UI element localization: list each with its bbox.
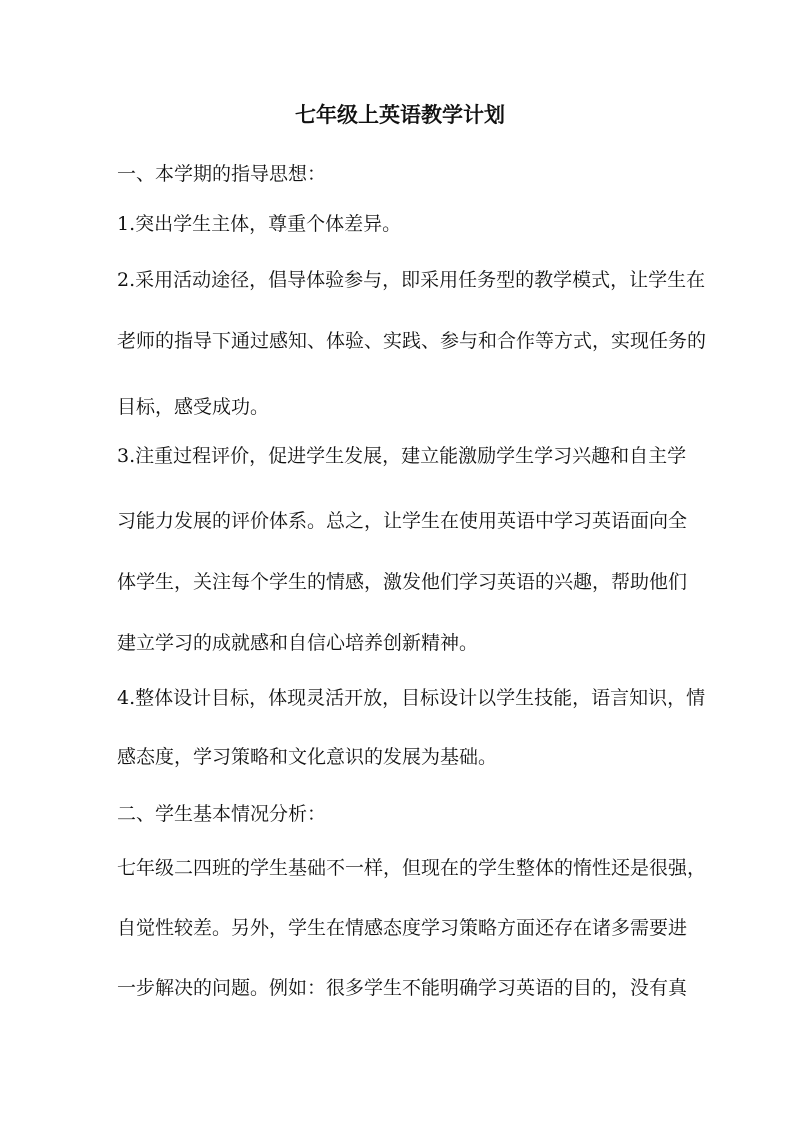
paragraph-line: 体学生，关注每个学生的情感，激发他们学习英语的兴趣，帮助他们 <box>117 571 688 593</box>
section-heading-guiding-ideology: 一、本学期的指导思想： <box>117 163 327 185</box>
document-title: 七年级上英语教学计划 <box>295 102 505 127</box>
paragraph-line: 习能力发展的评价体系。总之，让学生在使用英语中学习英语面向全 <box>117 510 688 532</box>
paragraph-line: 感态度，学习策略和文化意识的发展为基础。 <box>117 746 498 768</box>
paragraph-line: 1.突出学生主体，尊重个体差异。 <box>117 213 402 235</box>
paragraph-line: 3.注重过程评价，促进学生发展，建立能激励学生学习兴趣和自主学 <box>117 445 687 467</box>
paragraph-line: 建立学习的成就感和自信心培养创新精神。 <box>117 632 479 654</box>
paragraph-line: 自觉性较差。另外，学生在情感态度学习策略方面还存在诸多需要进 <box>117 917 688 939</box>
paragraph-line: 七年级二四班的学生基础不一样，但现在的学生整体的惰性还是很强， <box>117 857 707 879</box>
paragraph-line: 老师的指导下通过感知、体验、实践、参与和合作等方式，实现任务的 <box>117 330 707 352</box>
section-heading-student-analysis: 二、学生基本情况分析： <box>117 803 327 825</box>
paragraph-line: 4.整体设计目标，体现灵活开放，目标设计以学生技能，语言知识，情 <box>117 687 706 709</box>
paragraph-line: 目标，感受成功。 <box>117 396 270 418</box>
paragraph-line: 2.采用活动途径，倡导体验参与，即采用任务型的教学模式，让学生在 <box>117 269 706 291</box>
paragraph-line: 一步解决的问题。例如：很多学生不能明确学习英语的目的，没有真 <box>117 977 688 999</box>
